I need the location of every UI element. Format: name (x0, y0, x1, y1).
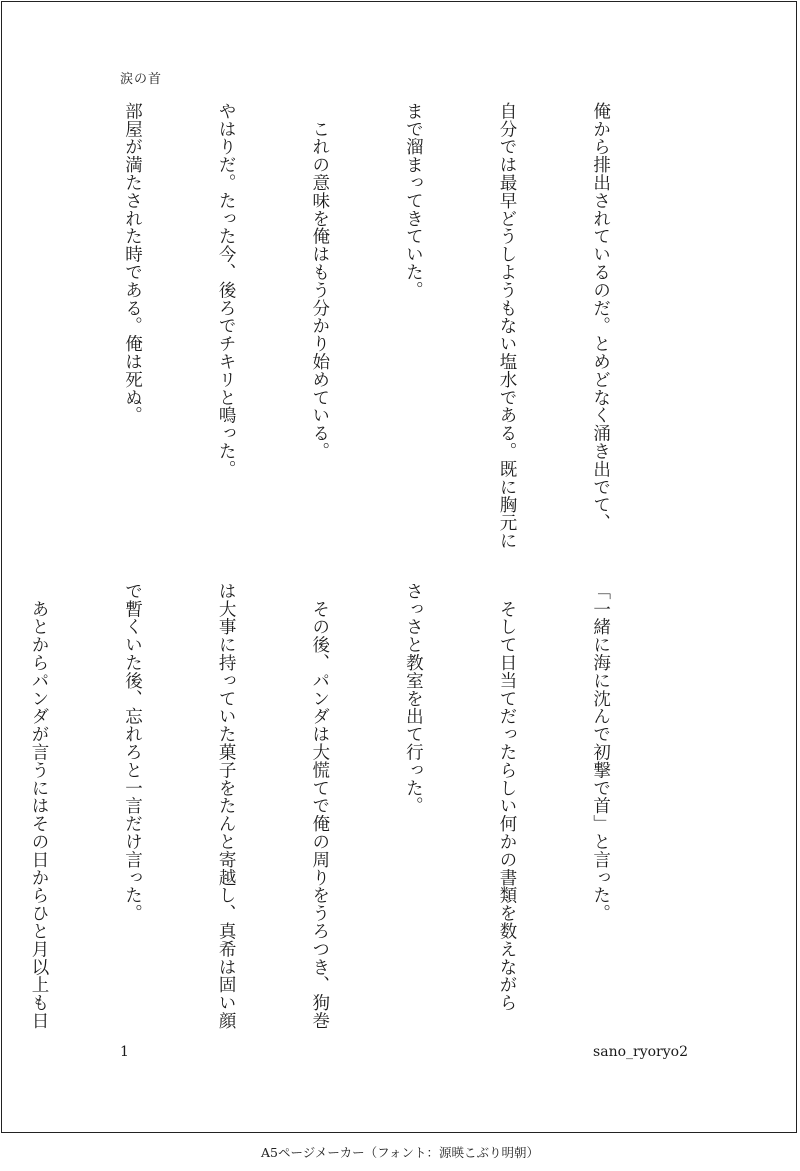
text-column: で暫くいた後、忘れろと一言だけ言った。 (122, 582, 143, 923)
text-column: 俺から排出されているのだ。とめどなく涌き出でて、 (590, 102, 611, 532)
running-title: 涙の首 (120, 72, 163, 87)
text-column: あとからパンダが言うにはその日からひと月以上も日 (28, 582, 49, 1030)
lower-text-block (0, 582, 678, 1030)
text-column: は大事に持っていた菓子をたんと寄越し、真希は固い顔 (216, 582, 237, 1030)
blank-column (23, 102, 54, 542)
text-column: 部屋が満たされた時である。俺は死ぬ。 (122, 102, 143, 425)
text-column: そして日当てだったらしい何かの書類を数えながら (496, 582, 517, 1012)
page-number: 1 (120, 1044, 129, 1060)
footer-caption: A5ページメーカー（フォント：源暎こぶり明朝） (261, 1145, 539, 1160)
author-name: sano_ryoryo2 (593, 1044, 688, 1060)
text-column: やはりだ。たった今、後ろでチキリと鳴った。 (216, 102, 237, 478)
text-column: これの意味を俺はもう分かり始めている。 (309, 102, 330, 460)
text-column: まで溜まってきていた。 (403, 102, 424, 299)
text-column: さっさと教室を出て行った。 (403, 582, 424, 815)
text-column: 自分では最早どうしようもない塩水である。既に胸元に (496, 102, 517, 550)
text-column: その後、パンダは大慌てで俺の周りをうろつき、狗巻 (309, 582, 330, 1030)
upper-text-block (0, 102, 678, 550)
text-column: 「一緒に海に沈んで初撃で首」と言った。 (590, 582, 611, 923)
manuscript-page (1, 1, 797, 1133)
